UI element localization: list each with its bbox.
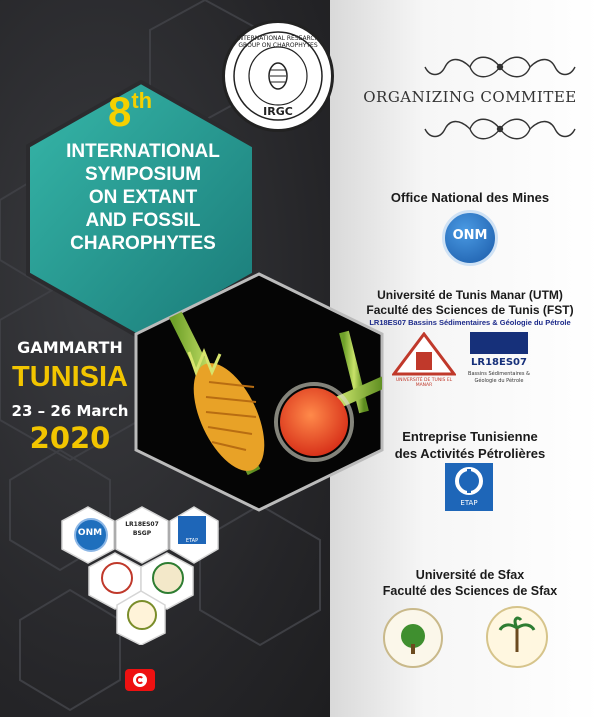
- utm-logo-graphic: [392, 332, 456, 376]
- etap-logo: [445, 463, 493, 511]
- ornament-bottom: [420, 114, 580, 144]
- irgc-seal: [222, 20, 334, 132]
- tunisia-flag: [125, 669, 155, 691]
- mini-lr-logo: [118, 520, 166, 538]
- mini-bsgp: BSGP: [132, 530, 152, 537]
- symposium-year: 2020: [29, 421, 111, 455]
- onm-name: Office National des Mines: [390, 190, 550, 205]
- fss-logo: [486, 606, 548, 668]
- mini-etap-label: ETAP: [185, 538, 199, 544]
- fss-palm-icon: [488, 608, 546, 666]
- mini-utm-logo: [101, 562, 133, 594]
- utm-logo: [392, 332, 456, 392]
- etap-line-2: des Activités Pétrolières: [394, 446, 546, 461]
- organizing-heading: ORGANIZING COMMITEE: [363, 88, 577, 106]
- fst-line-2: Faculté des Sciences de Tunis (FST): [366, 303, 574, 317]
- fss-line-2: Faculté des Sciences de Sfax: [382, 584, 558, 598]
- mini-fss-logo: [127, 600, 157, 630]
- lr-code: LR18ES07: [471, 357, 527, 368]
- symposium-title: INTERNATIONAL SYMPOSIUM ON EXTANT AND FOSSIL CHAROPHYTES: [66, 141, 220, 254]
- etap-name: [345, 428, 595, 462]
- etap-line-1: Entreprise Tunisienne: [402, 429, 538, 444]
- etap-logo-graphic: [445, 463, 493, 501]
- lr-caption: Bassins Sédimentaires & Géologie du Pétrole: [468, 371, 530, 384]
- utm-name: [340, 288, 600, 318]
- utm-line-1: Université de Tunis Manar (UTM): [377, 288, 563, 302]
- lr-lab-logo: [466, 330, 532, 392]
- irgc-ring-text: INTERNATIONAL RESEARCH GROUP ON CHAROPHYTES: [236, 35, 320, 49]
- mini-lr-code: LR18ES07: [125, 521, 159, 528]
- sfax-university-logo: [383, 608, 443, 668]
- sfax-tree-icon: [385, 610, 441, 666]
- symposium-dates: 23 – 26 March: [11, 402, 129, 420]
- sfax-name: [345, 567, 595, 599]
- irgc-acronym: IRGC: [263, 105, 293, 118]
- onm-logo-label: ONM: [452, 228, 488, 243]
- edition-number: 8th: [108, 88, 153, 135]
- location-city: GAMMARTH: [17, 338, 123, 357]
- utm-logo-caption: UNIVERSITÉ DE TUNIS EL MANAR: [395, 378, 453, 388]
- ornament-top: [420, 52, 580, 82]
- etap-logo-label: ETAP: [460, 499, 478, 507]
- location-country: TUNISIA: [12, 361, 128, 393]
- lab-name: LR18ES07 Bassins Sédimentaires & Géologie du Pétrole: [369, 318, 571, 327]
- lr-building: [470, 332, 528, 354]
- sfax-line-1: Université de Sfax: [415, 568, 525, 582]
- mini-onm-label: ONM: [77, 528, 103, 538]
- mini-sfax-logo: [152, 562, 184, 594]
